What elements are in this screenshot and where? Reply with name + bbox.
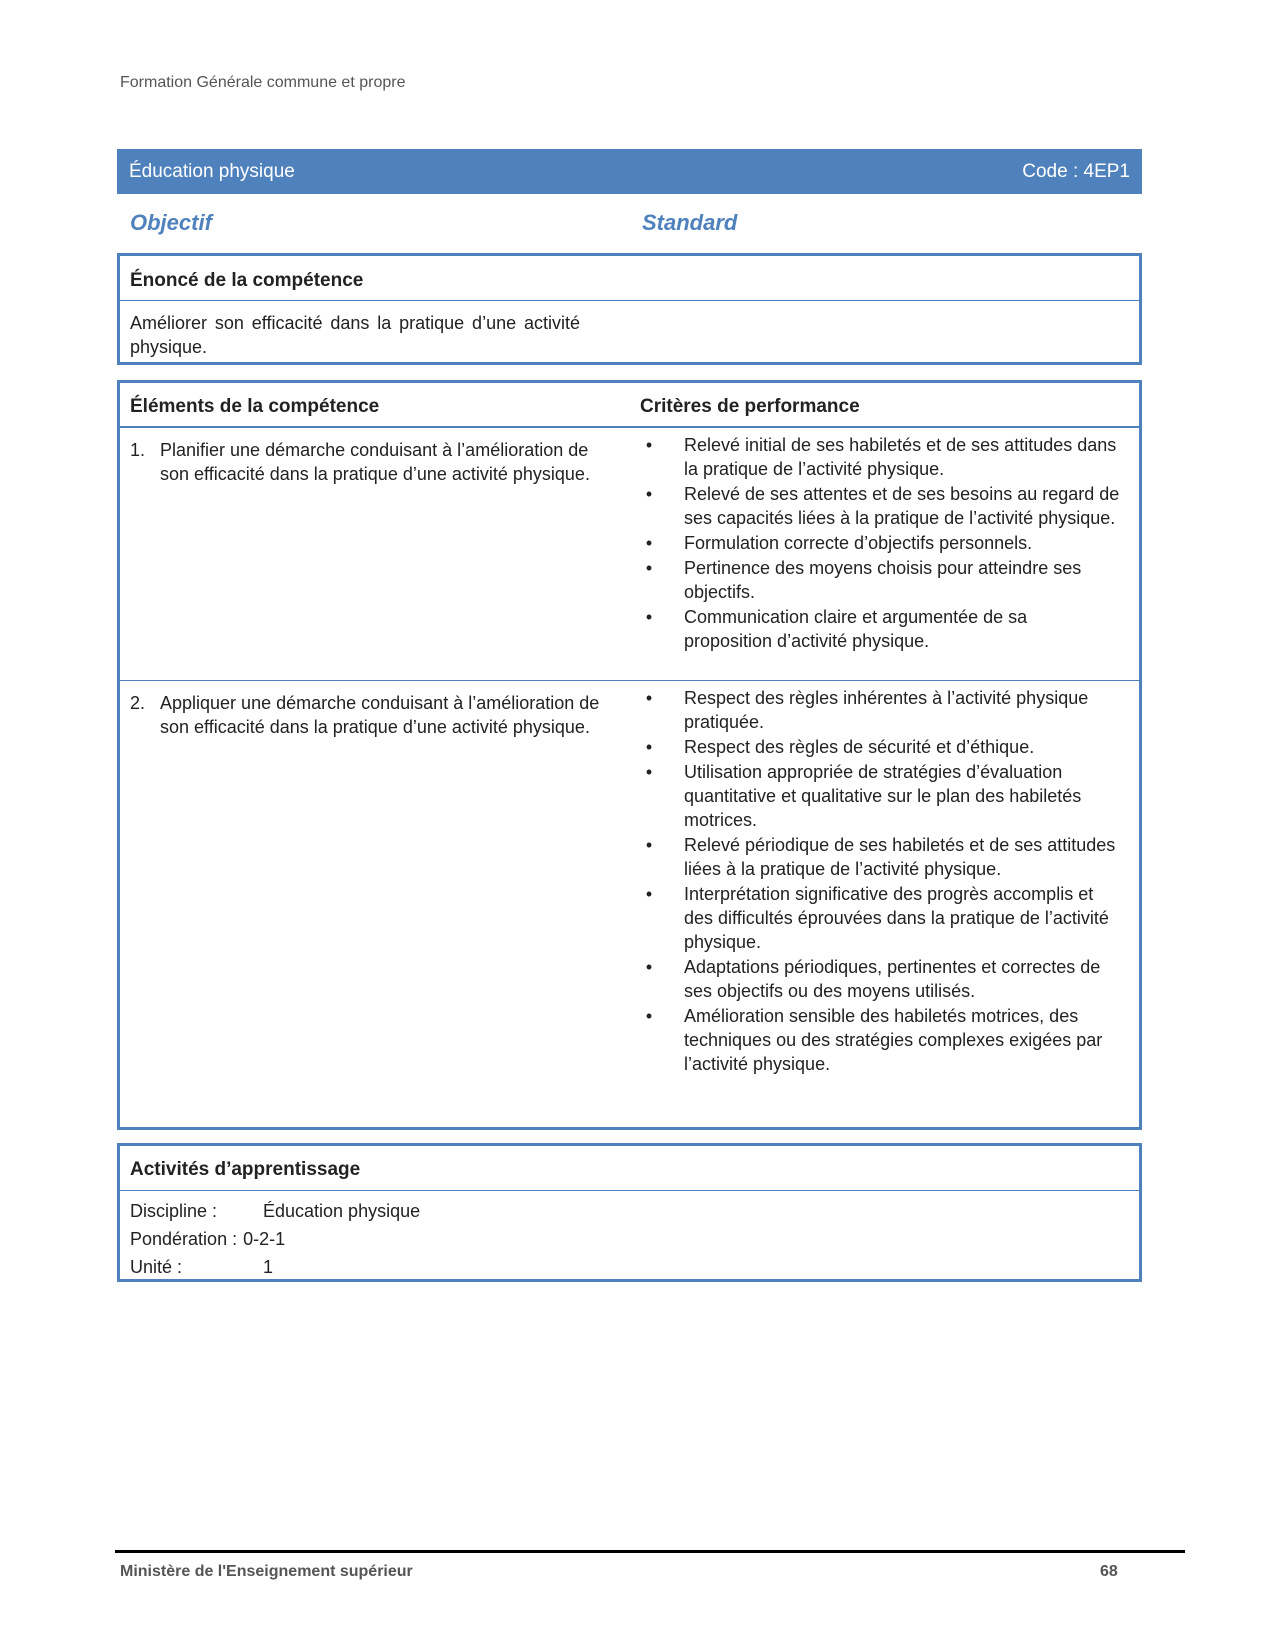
element-number: 1. xyxy=(130,440,146,460)
criterion-text: Respect des règles inhérentes à l’activité physique pratiquée. xyxy=(684,688,1089,732)
page-header: Formation Générale commune et propre xyxy=(120,74,406,91)
bullet-icon xyxy=(643,556,655,580)
list-item xyxy=(640,482,1120,530)
element-text: Planifier une démarche conduisant à l’amélioration de son efficacité dans la pratique d’une activité physique. xyxy=(160,440,590,484)
discipline-label: Discipline : xyxy=(130,1201,218,1221)
objectif-heading: Objectif xyxy=(130,210,212,235)
footer-ministry: Ministère de l'Enseignement supérieur xyxy=(120,1563,413,1580)
bullet-icon xyxy=(643,735,655,759)
unite-line xyxy=(130,1253,1129,1281)
element-text-block xyxy=(130,438,600,486)
bullet-icon xyxy=(643,1004,655,1028)
list-item xyxy=(640,882,1120,954)
ponderation-line xyxy=(130,1225,1129,1253)
activites-title: Activités d’apprentissage xyxy=(120,1146,1139,1191)
list-item xyxy=(640,735,1120,759)
element-number: 2. xyxy=(130,693,146,713)
criterion-text: Relevé initial de ses habiletés et de ses attitudes dans la pratique de l’activité physique. xyxy=(684,435,1117,479)
course-code: Code : 4EP1 xyxy=(1022,160,1130,182)
criterion-text: Formulation correcte d’objectifs personnels. xyxy=(684,533,1033,553)
list-item xyxy=(640,1004,1120,1076)
criterion-text: Relevé périodique de ses habiletés et de ses attitudes liées à la pratique de l’activité physique. xyxy=(684,835,1116,879)
table-row xyxy=(120,428,1139,681)
bullet-icon xyxy=(643,433,655,457)
bullet-icon xyxy=(643,833,655,857)
course-title: Éducation physique xyxy=(129,160,295,182)
list-item xyxy=(640,556,1120,604)
course-title-bar xyxy=(117,149,1142,194)
list-item xyxy=(640,955,1120,1003)
list-item xyxy=(640,833,1120,881)
elements-header-right: Critères de performance xyxy=(640,396,860,417)
element-text: Appliquer une démarche conduisant à l’amélioration de son efficacité dans la pratique d’une activité physique. xyxy=(160,693,600,737)
activites-box xyxy=(117,1143,1142,1282)
criteria-list xyxy=(640,433,1120,654)
bullet-icon xyxy=(643,686,655,710)
footer-divider xyxy=(115,1550,1185,1553)
bullet-icon xyxy=(643,882,655,906)
list-item xyxy=(640,686,1120,734)
criterion-text: Communication claire et argumentée de sa proposition d’activité physique. xyxy=(684,607,1028,651)
criteria-list xyxy=(640,686,1120,1077)
unite-label: Unité : xyxy=(130,1257,183,1277)
bullet-icon xyxy=(643,605,655,629)
elements-header-left: Éléments de la compétence xyxy=(130,396,380,417)
criterion-text: Relevé de ses attentes et de ses besoins au regard de ses capacités liées à la pratique de l’activité physique. xyxy=(684,484,1120,528)
criterion-text: Respect des règles de sécurité et d’éthique. xyxy=(684,737,1035,757)
discipline-line xyxy=(130,1197,1129,1225)
criterion-text: Interprétation significative des progrès accomplis et des difficultés éprouvées dans la pratique de l’activité physique. xyxy=(684,884,1109,952)
list-item xyxy=(640,433,1120,481)
bullet-icon xyxy=(643,760,655,784)
discipline-value: Éducation physique xyxy=(263,1201,421,1221)
list-item xyxy=(640,605,1120,653)
enonce-box xyxy=(117,253,1142,365)
elements-table xyxy=(117,380,1142,1130)
activites-details xyxy=(120,1191,1139,1281)
criterion-text: Amélioration sensible des habiletés motrices, des techniques ou des stratégies complexes exigées par l’activité physique. xyxy=(684,1006,1103,1074)
elements-header xyxy=(120,383,1139,428)
bullet-icon xyxy=(643,531,655,555)
element-text-block xyxy=(130,691,600,739)
unite-value: 1 xyxy=(263,1257,274,1277)
criterion-text: Utilisation appropriée de stratégies d’évaluation quantitative et qualitative sur le plan des habiletés motrices. xyxy=(684,762,1082,830)
criterion-text: Adaptations périodiques, pertinentes et correctes de ses objectifs ou des moyens utilisés. xyxy=(684,957,1101,1001)
list-item xyxy=(640,760,1120,832)
bullet-icon xyxy=(643,955,655,979)
ponderation-value: 0-2-1 xyxy=(243,1229,286,1249)
page-number: 68 xyxy=(1100,1563,1118,1580)
bullet-icon xyxy=(643,482,655,506)
standard-heading: Standard xyxy=(642,210,738,235)
ponderation-label: Pondération : xyxy=(130,1229,238,1249)
enonce-text: Améliorer son efficacité dans la pratique d’une activité physique. xyxy=(130,313,580,357)
list-item xyxy=(640,531,1120,555)
table-row xyxy=(120,681,1139,1128)
criterion-text: Pertinence des moyens choisis pour atteindre ses objectifs. xyxy=(684,558,1082,602)
enonce-title: Énoncé de la compétence xyxy=(120,256,1139,301)
